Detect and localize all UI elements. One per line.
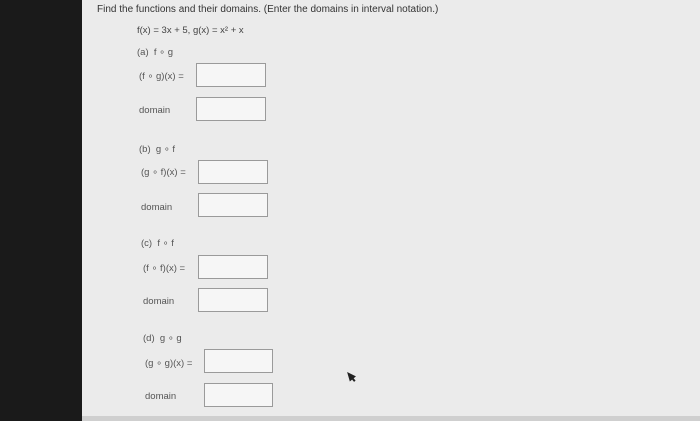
part-b-composition: g ∘ f	[155, 144, 176, 155]
part-d-domain-input[interactable]	[204, 383, 273, 407]
part-d-domain-label: domain	[145, 391, 177, 402]
part-d-header	[143, 333, 182, 344]
part-d-label: (d)	[143, 333, 155, 344]
part-a-expr-label: (f ∘ g)(x) =	[139, 71, 184, 82]
part-a-expr-input[interactable]	[196, 63, 266, 87]
instructions: Find the functions and their domains. (Enter the domains in interval notation.)	[97, 4, 439, 15]
part-a-label: (a)	[137, 47, 149, 58]
part-c-domain-input[interactable]	[198, 288, 268, 312]
part-d-composition: g ∘ g	[159, 333, 182, 344]
part-a-header	[137, 47, 173, 58]
part-d-expr-input[interactable]	[204, 349, 273, 373]
part-a-domain-label: domain	[139, 105, 171, 116]
part-c-composition: f ∘ f	[157, 238, 174, 249]
part-b-header	[139, 144, 175, 155]
part-b-expr-input[interactable]	[198, 160, 268, 184]
bottom-divider	[82, 416, 700, 421]
part-c-domain-label: domain	[143, 296, 175, 307]
given-functions: f(x) = 3x + 5, g(x) = x² + x	[137, 25, 244, 36]
part-d-expr-label: (g ∘ g)(x) =	[145, 358, 193, 369]
part-b-expr-label: (g ∘ f)(x) =	[141, 167, 186, 178]
part-a-domain-input[interactable]	[196, 97, 266, 121]
part-c-expr-label: (f ∘ f)(x) =	[143, 263, 186, 274]
part-b-domain-input[interactable]	[198, 193, 268, 217]
part-a-composition: f ∘ g	[153, 47, 174, 58]
part-b-label: (b)	[139, 144, 151, 155]
part-c-header	[141, 238, 174, 249]
part-c-label: (c)	[141, 238, 153, 249]
part-c-expr-input[interactable]	[198, 255, 268, 279]
part-b-domain-label: domain	[141, 202, 173, 213]
